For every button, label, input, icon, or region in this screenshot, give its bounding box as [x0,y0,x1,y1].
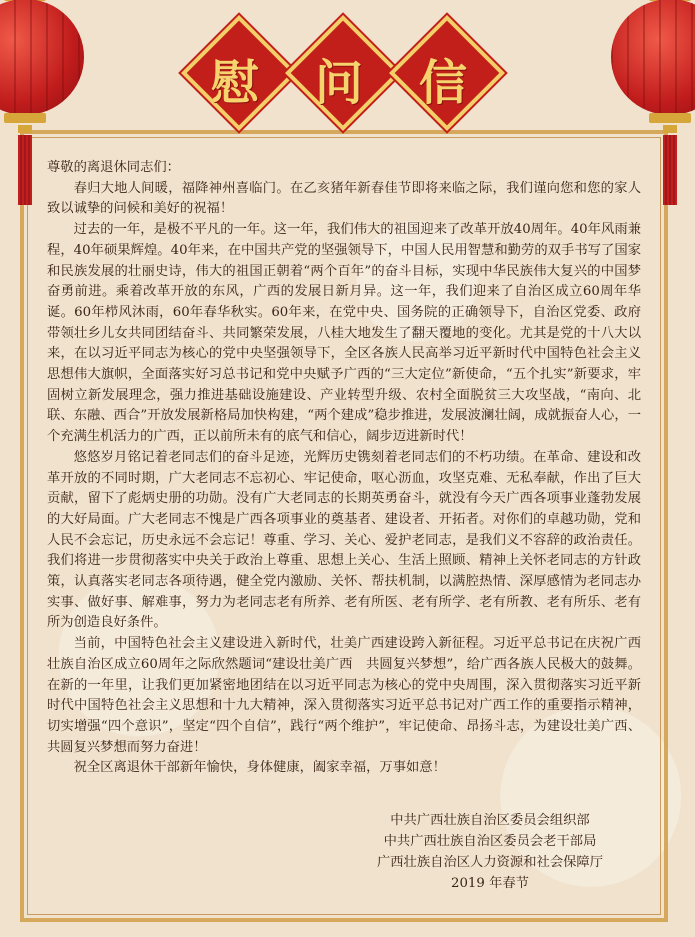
letter-body [47,158,641,779]
paragraph-wishes: 祝全区离退休干部新年愉快，身体健康，阖家幸福，万事如意！ [73,760,446,776]
paragraph-review: 过去的一年，是极不平凡的一年。这一年，我们伟大的祖国迎来了改革开放40周年。40年风雨兼程，40年硕果辉煌。40年来，在中国共产党的坚强领导下，中国人民用智慧和勤劳的双手书写了国家和民族发展的壮丽史诗，伟大的祖国正朝着“两个百年”的奋斗目标，实现中华民族伟大复兴的中国梦奋勇前进。乘着改革开放的东风，广西的发展日新月异。这一年，我们迎来了自治区成立60周年华诞。60年栉风沐雨，60年春华秋实。60年来，在党中央、国务院的正确领导下，自治区党委、政府带领壮乡儿女共同团结奋斗、共同繁荣发展，八桂大地发生了翻天覆地的变化。尤其是党的十八大以来，在以习近平同志为核心的党中央坚强领导下，全区各族人民高举习近平新时代中国特色社会主义思想伟大旗帜，全面落实好习总书记和党中央赋予广西的“三大定位”新使命，“五个扎实”新要求，牢固树立新发展理念，强力推进基础设施建设、产业转型升级、农村全面脱贫三大攻坚战，“南向、北联、东融、西合”开放发展新格局加快构建，“两个建成”稳步推进，发展波澜壮阔，成就振奋人心，一个充满生机活力的广西，正以前所未有的底气和信心，阔步迈进新时代！ [47,222,641,445]
signature-org-2: 中共广西壮族自治区委员会老干部局 [383,834,597,849]
title-banner [0,20,695,130]
signature-org-1: 中共广西壮族自治区委员会组织部 [390,813,590,828]
signature-block [340,810,640,894]
title-char-2: 问 [314,55,363,111]
title-char-1: 慰 [210,55,259,111]
paragraph-tribute: 悠悠岁月铭记着老同志们的奋斗足迹，光辉历史镌刻着老同志们的不朽功绩。在革命、建设和改革开放的不同时期，广大老同志不忘初心、牢记使命，呕心沥血，攻坚克难、无私奉献，作出了巨大贡献，留下了彪炳史册的功勋。没有广大老同志的长期英勇奋斗，就没有今天广西各项事业蓬勃发展的大好局面。广大老同志不愧是广西各项事业的奠基者、建设者、开拓者。对你们的卓越功勋，党和人民不会忘记，历史永远不会忘记！尊重、学习、关心、爱护老同志，是我们义不容辞的政治责任。我们将进一步贯彻落实中央关于政治上尊重、思想上关心、生活上照顾、精神上关怀老同志的方针政策，认真落实老同志各项待遇，健全党内激励、关怀、帮扶机制，以满腔热情、深厚感情为老同志办实事、做好事、解难事，努力为老同志老有所养、老有所医、老有所学、老有所教、老有所乐、老有所为创造良好条件。 [47,449,641,631]
salutation: 尊敬的离退休同志们： [47,160,180,175]
signature-date: 2019 年春节 [451,876,529,891]
paragraph-outlook: 当前，中国特色社会主义建设进入新时代，壮美广西建设跨入新征程。习近平总书记在庆祝广西壮族自治区成立60周年之际欣然题词“建设壮美广西 共圆复兴梦想”，给广西各族人民极大的鼓舞。在新的一年里，让我们更加紧密地团结在以习近平同志为核心的党中央周围，深入贯彻落实习近平新时代中国特色社会主义思想和十九大精神，深入贯彻落实习近平总书记对广西工作的重要指示精神，切实增强“四个意识”，坚定“四个自信”，践行“两个维护”，牢记使命、昂扬斗志，为建设壮美广西、共圆复兴梦想而努力奋进！ [47,636,641,755]
paragraph-greeting: 春归大地人间暖，福降神州喜临门。在乙亥猪年新春佳节即将来临之际，我们谨向您和您的家人致以诚挚的问候和美好的祝福！ [47,180,641,217]
signature-org-3: 广西壮族自治区人力资源和社会保障厅 [376,855,604,870]
title-char-3: 信 [418,55,467,111]
